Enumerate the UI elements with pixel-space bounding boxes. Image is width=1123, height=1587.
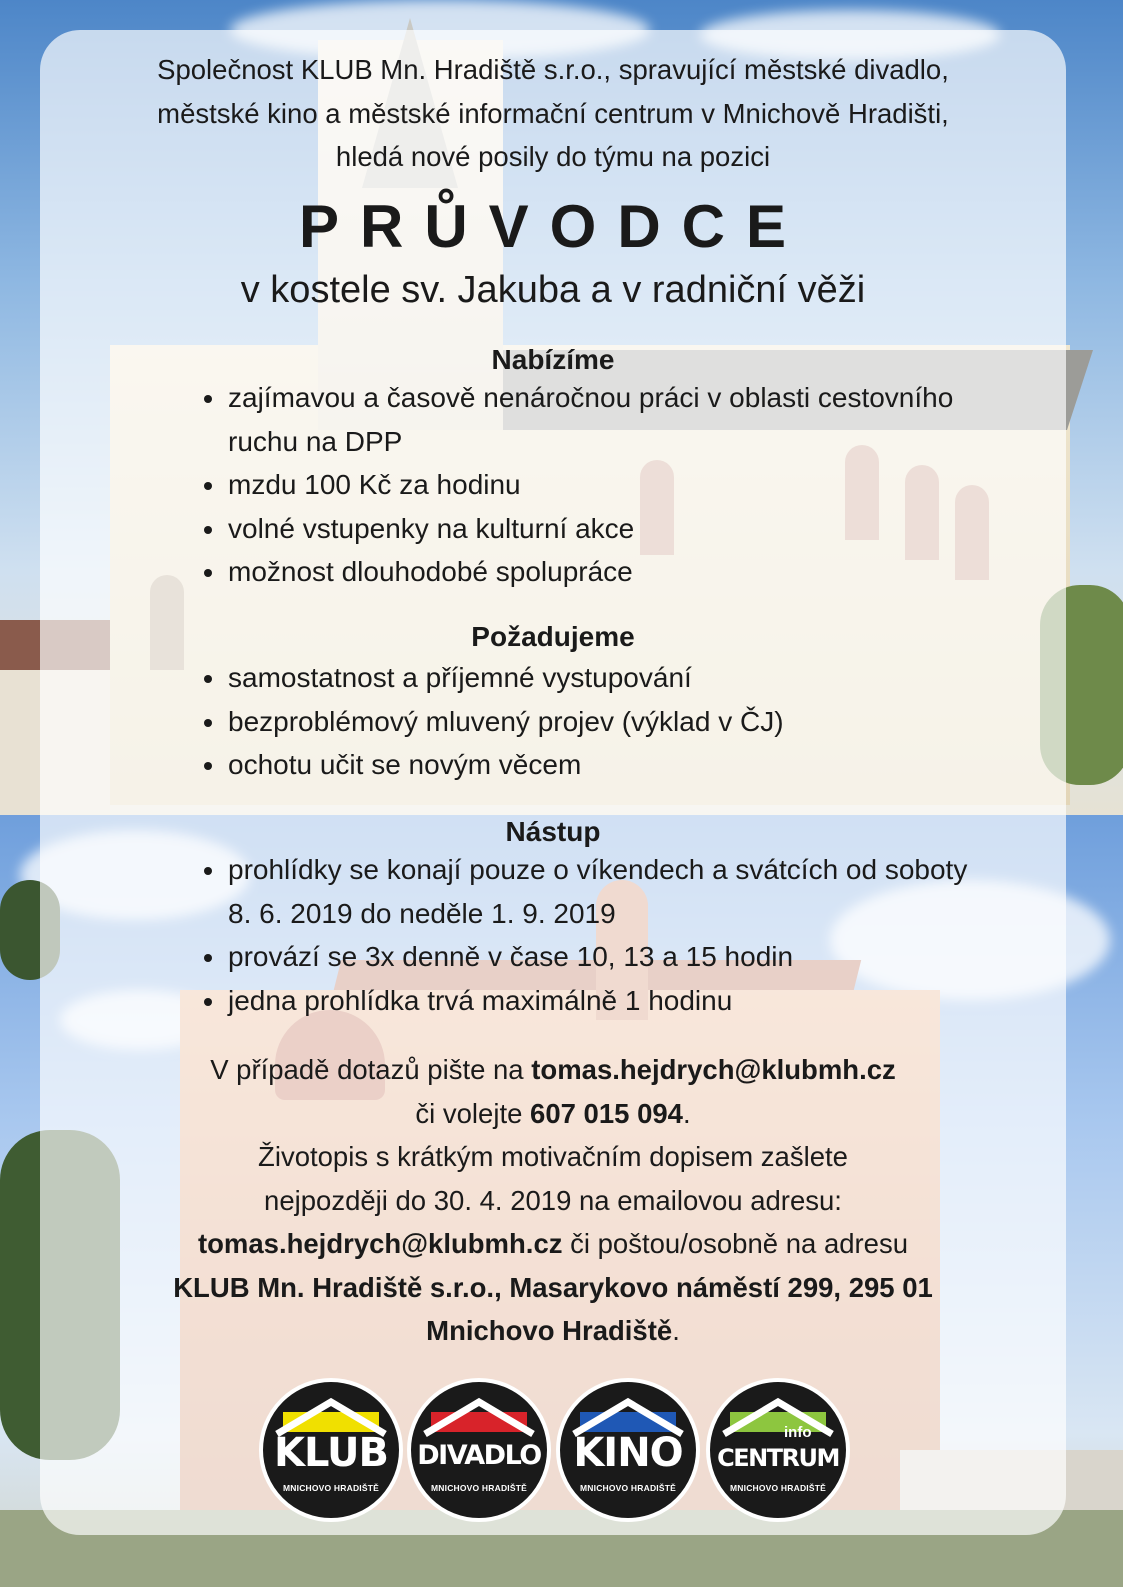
list-item: prohlídky se konají pouze o víkendech a svátcích od soboty 8. 6. 2019 do neděle 1. 9. 2019 (228, 848, 988, 935)
kino-logo (556, 1378, 700, 1522)
list-item: provází se 3x denně v čase 10, 13 a 15 hodin (228, 935, 988, 979)
address-line-2: Mnichovo Hradiště. (426, 1315, 680, 1346)
position-subtitle: v kostele sv. Jakuba a v radniční věži (240, 269, 866, 311)
contact-email-link[interactable]: tomas.hejdrych@klubmh.cz (531, 1054, 896, 1085)
logo-info-label: info (784, 1424, 812, 1441)
cv-email-link[interactable]: tomas.hejdrych@klubmh.cz (197, 1228, 563, 1259)
logo-sublabel: MNICHOVO HRADIŠTĚ (730, 1483, 826, 1493)
list-item: ochotu učit se novým věcem (228, 743, 988, 787)
intro-line-3: hledá nové posily do týmu na pozici (335, 141, 771, 172)
offer-heading: Nabízíme (491, 344, 615, 375)
start-heading: Nástup (505, 816, 601, 847)
contact-block (40, 1048, 1066, 1353)
list-item: samostatnost a příjemné vystupování (228, 656, 988, 700)
logo-label: DIVADLO (417, 1440, 541, 1471)
divadlo-logo (407, 1378, 551, 1522)
logo-label: CENTRUM (717, 1444, 839, 1472)
logo-sublabel: MNICHOVO HRADIŠTĚ (580, 1483, 676, 1493)
cv-line-1: Životopis s krátkým motivačním dopisem zašlete (258, 1141, 848, 1172)
klub-logo (259, 1378, 403, 1522)
requirements-list (0, 656, 988, 787)
requirements-heading: Požadujeme (471, 621, 635, 652)
position-title: PRŮVODCE (298, 193, 808, 260)
intro-text (40, 48, 1066, 179)
logo-label: KINO (573, 1430, 683, 1476)
list-item: zajímavou a časově nenáročnou práci v oblasti cestovního ruchu na DPP (228, 376, 988, 463)
offer-list (0, 376, 988, 594)
logo-label: KLUB (273, 1430, 389, 1476)
intro-line-2: městské kino a městské informační centrum v Mnichově Hradišti, (157, 97, 949, 129)
list-item: možnost dlouhodobé spolupráce (228, 550, 988, 594)
contact-phone-line: či volejte 607 015 094. (415, 1097, 691, 1129)
list-item: jedna prohlídka trvá maximálně 1 hodinu (228, 979, 988, 1023)
address-line-1: KLUB Mn. Hradiště s.r.o., Masarykovo náměstí 299, 295 01 (173, 1271, 933, 1303)
list-item: bezproblémový mluvený projev (výklad v ČJ) (228, 700, 988, 744)
list-item: volné vstupenky na kulturní akce (228, 507, 988, 551)
logo-sublabel: MNICHOVO HRADIŠTĚ (283, 1483, 379, 1493)
list-item: mzdu 100 Kč za hodinu (228, 463, 988, 507)
contact-question-line: V případě dotazů pište na tomas.hejdrych@klubmh.cz (210, 1054, 896, 1085)
intro-line-1: Společnost KLUB Mn. Hradiště s.r.o., spravující městské divadlo, (157, 54, 949, 85)
infocentrum-logo (706, 1378, 850, 1522)
cv-line-2: nejpozději do 30. 4. 2019 na emailovou adresu: (264, 1184, 842, 1216)
contact-phone[interactable]: 607 015 094 (530, 1097, 683, 1129)
logo-sublabel: MNICHOVO HRADIŠTĚ (431, 1483, 527, 1493)
start-list (0, 848, 988, 1022)
cv-email-line: tomas.hejdrych@klubmh.cz či poštou/osobně na adresu (197, 1228, 909, 1259)
